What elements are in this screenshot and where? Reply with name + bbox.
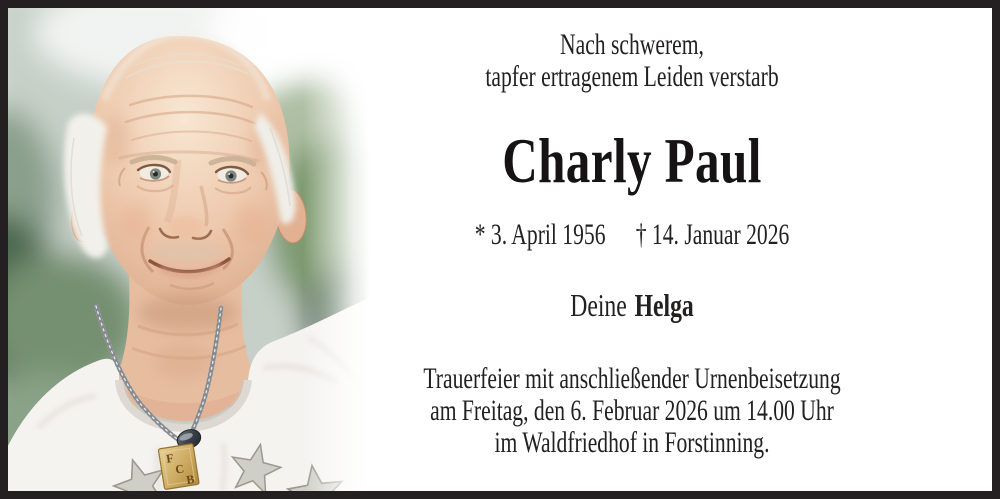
farewell-prefix: Deine	[570, 287, 627, 323]
farewell-line	[366, 287, 899, 323]
pendant-initial-f: F	[165, 450, 175, 466]
funeral-details-line-1: Trauerfeier mit anschließender Urnenbeisetzung	[423, 362, 841, 395]
funeral-details	[373, 363, 891, 459]
intro-line-1: Nach schwerem,	[560, 28, 704, 61]
notice-text	[272, 8, 992, 491]
necklace-pendant	[158, 444, 199, 491]
pendant-initial-c: C	[174, 461, 186, 477]
deceased-name: Charly Paul	[502, 126, 762, 196]
intro-lines	[373, 29, 891, 93]
funeral-details-line-2: am Freitag, den 6. Februar 2026 um 14.00 Uhr	[430, 394, 834, 427]
funeral-details-line-3: im Waldfriedhof in Forstinning.	[494, 426, 770, 459]
life-dates	[373, 219, 891, 251]
death-date: † 14. Januar 2026	[635, 218, 790, 251]
birth-date: * 3. April 1956	[474, 218, 606, 251]
farewell-name: Helga	[634, 287, 694, 323]
intro-line-2: tapfer ertragenem Leiden verstarb	[485, 60, 779, 93]
pendant-initial-b: B	[185, 471, 196, 487]
